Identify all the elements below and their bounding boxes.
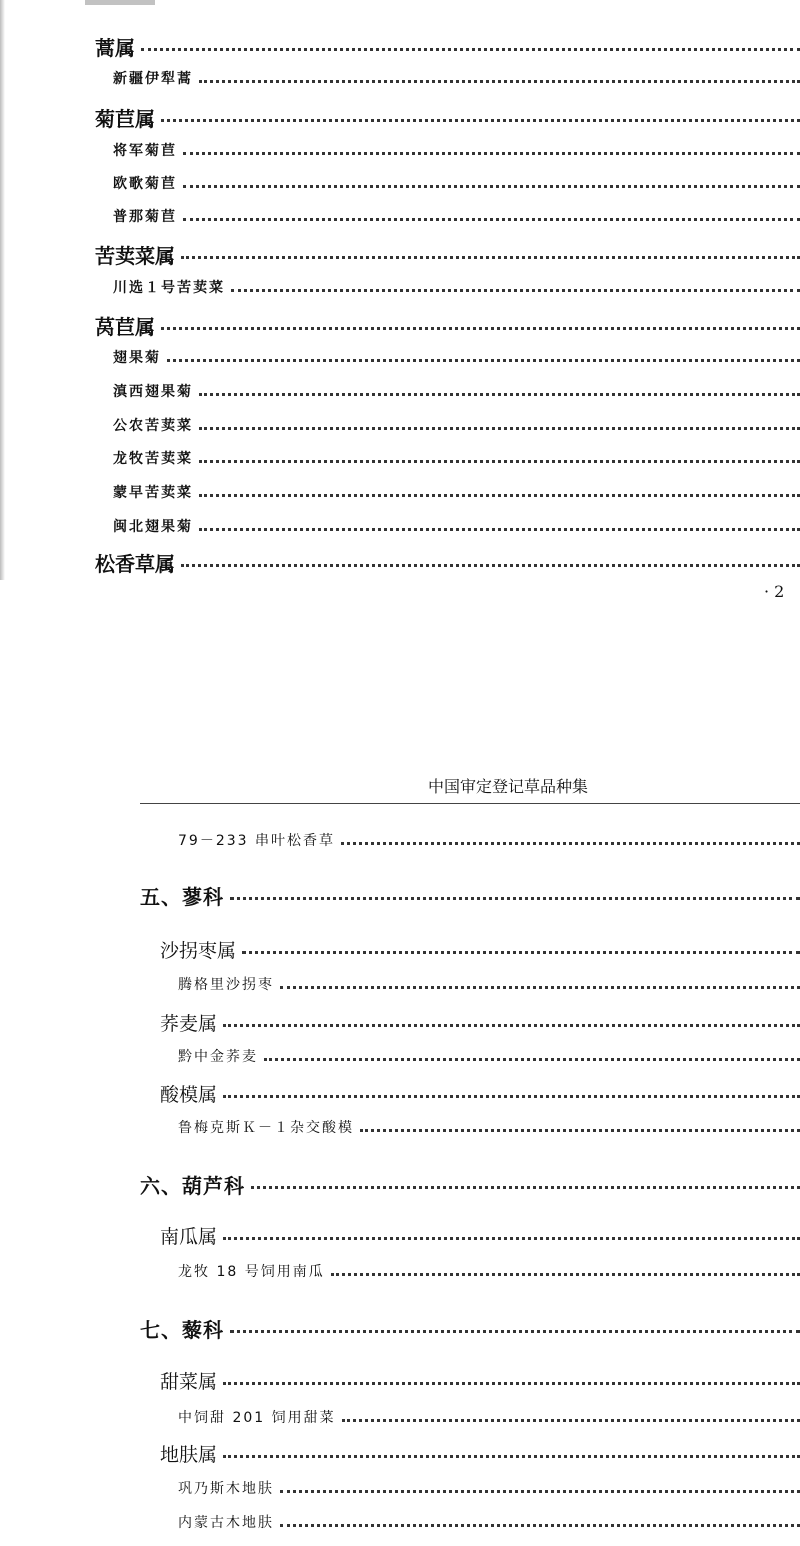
dot-leader <box>223 1237 800 1240</box>
dot-leader <box>251 1186 800 1189</box>
dot-leader <box>223 1095 800 1098</box>
dot-leader <box>331 1273 800 1276</box>
toc-entry-genus[interactable] <box>160 1440 800 1467</box>
toc-entry-label: 中饲甜 201 饲用甜菜 <box>178 1410 336 1426</box>
toc-entry-species[interactable] <box>113 448 800 468</box>
toc-entry-label: 巩乃斯木地肤 <box>178 1481 274 1497</box>
toc-entry-label: 甜菜属 <box>160 1371 218 1393</box>
toc-entry-label: 欧歌菊苣 <box>113 176 177 192</box>
toc-entry-label: 蒙早苦荬菜 <box>113 485 193 501</box>
toc-entry-label: 翅果菊 <box>113 350 161 366</box>
dot-leader <box>183 218 800 221</box>
toc-entry-species[interactable] <box>113 277 800 297</box>
dot-leader <box>199 460 800 463</box>
toc-entry-species[interactable] <box>178 1117 800 1137</box>
page-number: · 2 <box>764 582 785 601</box>
toc-entry-species[interactable] <box>178 1046 800 1066</box>
dot-leader <box>223 1455 800 1458</box>
running-header-title: 中国审定登记草品种集 <box>428 777 589 796</box>
dot-leader <box>280 1524 800 1527</box>
dot-leader <box>199 80 800 83</box>
toc-entry-label: 七、藜科 <box>140 1318 224 1342</box>
toc-entry-label: 黔中金荞麦 <box>178 1049 258 1065</box>
toc-entry-genus[interactable] <box>160 1009 800 1036</box>
dot-leader <box>199 528 800 531</box>
dot-leader <box>183 152 800 155</box>
toc-entry-species[interactable] <box>178 1512 800 1532</box>
dot-leader <box>341 842 800 845</box>
toc-entry-species[interactable] <box>113 482 800 502</box>
toc-entry-species[interactable] <box>113 206 800 226</box>
toc-entry-label: 闽北翅果菊 <box>113 519 193 535</box>
toc-entry-species[interactable] <box>113 68 800 88</box>
toc-entry-label: 龙牧 18 号饲用南瓜 <box>178 1264 325 1280</box>
toc-entry-label: 将军菊苣 <box>113 143 177 159</box>
dot-leader <box>167 359 800 362</box>
dot-leader <box>231 289 800 292</box>
dot-leader <box>242 951 800 954</box>
dot-leader <box>199 494 800 497</box>
toc-entry-label: 新疆伊犁蒿 <box>113 71 193 87</box>
toc-entry-species[interactable] <box>113 381 800 401</box>
toc-entry-species[interactable] <box>178 1478 800 1498</box>
toc-entry-species[interactable] <box>113 415 800 435</box>
toc-entry-label: 沙拐枣属 <box>160 940 237 962</box>
toc-entry-genus[interactable] <box>95 32 800 61</box>
dot-leader <box>280 986 800 989</box>
toc-entry-family[interactable] <box>140 881 800 910</box>
toc-entry-label: 79－233 串叶松香草 <box>178 833 335 849</box>
dot-leader <box>360 1129 800 1132</box>
toc-entry-genus[interactable] <box>95 548 800 577</box>
toc-entry-species[interactable] <box>113 173 800 193</box>
toc-page-upper <box>0 0 800 620</box>
dot-leader <box>199 393 800 396</box>
toc-entry-label: 蒿属 <box>95 36 135 60</box>
toc-entry-species[interactable] <box>178 830 800 850</box>
dot-leader <box>161 119 800 122</box>
toc-entry-family[interactable] <box>140 1314 800 1343</box>
toc-entry-species[interactable] <box>178 1261 800 1281</box>
toc-entry-label: 鲁梅克斯Ｋ－１杂交酸模 <box>178 1120 354 1136</box>
toc-entry-label: 酸模属 <box>160 1084 218 1106</box>
toc-entry-label: 松香草属 <box>95 552 175 576</box>
dot-leader <box>161 327 800 330</box>
scan-smudge <box>85 0 155 5</box>
toc-entry-family[interactable] <box>140 1170 800 1199</box>
toc-entry-label: 滇西翅果菊 <box>113 384 193 400</box>
toc-entry-genus[interactable] <box>160 1222 800 1249</box>
toc-entry-label: 腾格里沙拐枣 <box>178 977 274 993</box>
toc-entry-label: 地肤属 <box>160 1444 218 1466</box>
dot-leader <box>183 185 800 188</box>
dot-leader <box>264 1058 800 1061</box>
toc-entry-species[interactable] <box>113 140 800 160</box>
toc-entry-label: 莴苣属 <box>95 315 155 339</box>
toc-entry-label: 公农苦荬菜 <box>113 418 193 434</box>
toc-entry-species[interactable] <box>113 516 800 536</box>
toc-entry-label: 龙牧苦荬菜 <box>113 451 193 467</box>
toc-entry-genus[interactable] <box>160 1367 800 1394</box>
toc-entry-genus[interactable] <box>95 103 800 132</box>
dot-leader <box>230 897 800 900</box>
dot-leader <box>181 256 800 259</box>
dot-leader <box>342 1419 800 1422</box>
toc-entry-label: 荞麦属 <box>160 1013 218 1035</box>
toc-entry-label: 内蒙古木地肤 <box>178 1515 274 1531</box>
toc-entry-label: 普那菊苣 <box>113 209 177 225</box>
toc-entry-label: 南瓜属 <box>160 1226 218 1248</box>
toc-entry-label: 苦荬菜属 <box>95 244 175 268</box>
dot-leader <box>199 427 800 430</box>
toc-entry-label: 菊苣属 <box>95 107 155 131</box>
toc-entry-genus[interactable] <box>95 311 800 340</box>
toc-entry-species[interactable] <box>113 347 800 367</box>
toc-entry-genus[interactable] <box>160 936 800 963</box>
dot-leader <box>280 1490 800 1493</box>
toc-entry-label: 六、葫芦科 <box>140 1174 245 1198</box>
dot-leader <box>141 48 800 51</box>
dot-leader <box>230 1330 800 1333</box>
toc-entry-genus[interactable] <box>95 240 800 269</box>
header-rule <box>140 803 800 804</box>
dot-leader <box>223 1024 800 1027</box>
toc-entry-species[interactable] <box>178 1407 800 1427</box>
toc-entry-species[interactable] <box>178 974 800 994</box>
toc-entry-label: 川选１号苦荬菜 <box>113 280 225 296</box>
dot-leader <box>181 564 800 567</box>
toc-entry-genus[interactable] <box>160 1080 800 1107</box>
dot-leader <box>223 1382 800 1385</box>
page-edge-shadow <box>0 0 5 580</box>
toc-page-lower <box>0 760 800 1546</box>
toc-entry-label: 五、蓼科 <box>140 885 224 909</box>
